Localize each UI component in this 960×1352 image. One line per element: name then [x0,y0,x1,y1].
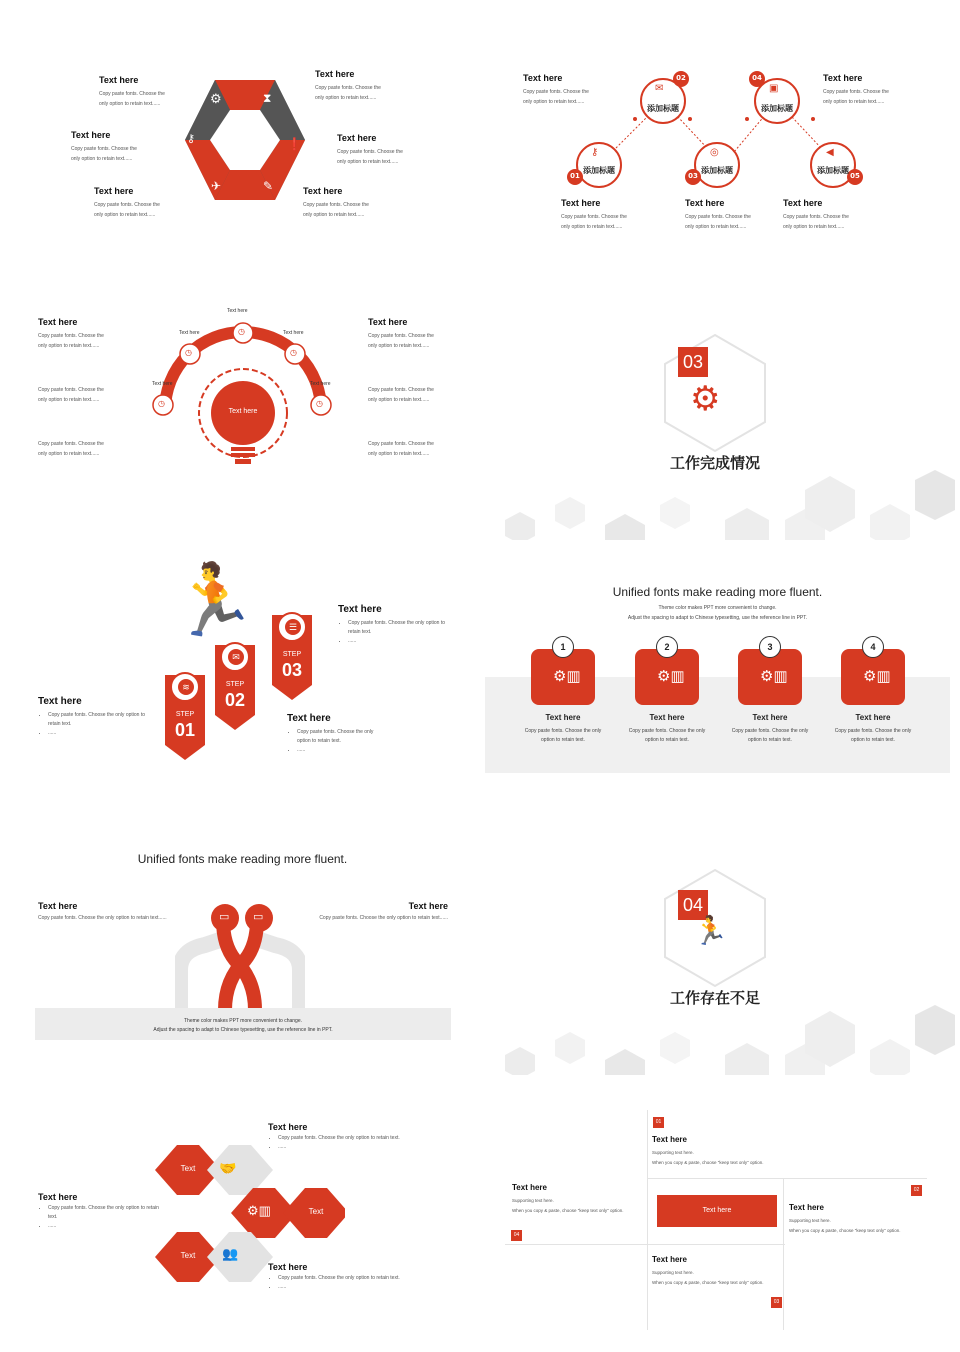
section-title: 工作存在不足 [669,989,760,1007]
text-block [783,198,873,232]
bullet-item: • Copy paste fonts. Choose the only option to retain text. [48,1204,160,1222]
key-icon: ⚷ [187,133,196,145]
text-block [368,385,468,405]
megaphone-icon: ◀ [826,147,834,158]
block-title: Text here [94,186,134,196]
chart-gear-icon: ⚙▥ [657,668,685,685]
block-desc: Copy paste fonts. Choose the [783,214,849,220]
block-desc: only option to retain text...... [783,224,845,230]
text-block [652,1255,782,1288]
block-desc: When you copy & paste, choose "keep text only" option. [652,1280,764,1285]
number-circle: 1 [552,636,574,658]
block-desc: only option to retain text...... [38,343,100,349]
card-title: Text here [545,713,581,722]
card-title: Text here [752,713,788,722]
hex-label: Text [180,1251,196,1260]
text-block [338,604,458,646]
text-block [315,69,405,103]
slide-10-cross-layout[interactable] [485,1080,955,1345]
block-title: Text here [408,901,448,911]
block-title: Text here [652,1135,687,1144]
bullet-item: • Copy paste fonts. Choose the only option to retain text. [278,1134,418,1143]
block-title: Text here [38,901,78,911]
card-desc-line: option to retain text. [748,737,792,743]
band-text: Theme color makes PPT more convenient to change. [183,1018,303,1024]
text-block [38,696,158,738]
slide-7-merge[interactable] [5,810,475,1075]
block-title: Text here [268,1122,308,1132]
text-block [71,130,161,164]
block-title: Text here [338,604,382,615]
warning-icon: ❗ [287,137,302,151]
hex-label: Text [180,1164,196,1173]
slide-heading: Unified fonts make reading more fluent. [137,852,348,866]
slide-6-four-cards[interactable] [485,545,955,810]
block-desc: only option to retain text...... [368,451,430,457]
divider [647,1178,927,1179]
number-tag: 04 [511,1230,522,1241]
block-desc: Copy paste fonts. Choose the [38,333,104,339]
card-desc-line: option to retain text. [851,737,895,743]
section-number-tag: 04 [678,890,708,920]
block-title: Text here [71,130,111,140]
text-block [685,198,775,232]
node-label: 添加标题 [583,166,615,175]
step-word: STEP [225,681,245,688]
block-desc: Copy paste fonts. Choose the [99,91,165,97]
divider [647,1110,648,1330]
bullet-item: • ...... [48,729,158,738]
block-title: Text here [512,1183,547,1192]
block-desc: Copy paste fonts. Choose the [368,387,434,393]
block-desc: Copy paste fonts. Choose the [38,441,104,447]
block-title: Text here [337,133,377,143]
card-desc [823,727,923,745]
handshake-icon: 🤝 [219,1160,237,1176]
text-block [303,186,393,220]
block-title: Text here [303,186,343,196]
card-title: Text here [855,713,891,722]
block-title: Text here [789,1203,824,1212]
runner-icon: 🏃 [170,561,258,639]
divider [783,1178,784,1330]
hourglass-icon: ⧗ [263,91,272,105]
clock-icon: ◷ [158,399,165,408]
divider [505,1244,785,1245]
block-title: Text here [38,696,82,707]
block-desc: Supporting text here. [652,1270,694,1275]
slide-subheading: Theme color makes PPT more convenient to change. [658,605,777,611]
node-label: 添加标题 [647,104,679,113]
block-desc: only option to retain text...... [303,212,365,218]
block-desc: Supporting text here. [789,1218,831,1223]
text-block [268,1122,418,1152]
block-desc: Copy paste fonts. Choose the [368,441,434,447]
block-desc: only option to retain text...... [94,212,156,218]
block-desc: only option to retain text...... [337,159,399,165]
slide-4-section-03[interactable] [485,275,955,540]
block-title: Text here [368,317,408,327]
bullet-list [287,728,387,755]
block-title: Text here [685,198,725,208]
block-title: Text here [99,75,139,85]
node-label: 添加标题 [817,166,849,175]
node-number: 01 [570,172,580,180]
block-desc: Copy paste fonts. Choose the [823,89,889,95]
arc-label: Text here [227,308,248,314]
text-block [38,439,138,459]
gears-icon: ⚙ [210,91,222,106]
text-block [523,73,613,107]
step-word: STEP [282,651,302,658]
bullet-list [38,1204,160,1231]
bullet-list [38,711,158,738]
text-block [288,901,448,923]
devices-icon: ▭ [219,911,230,923]
block-title: Text here [38,1192,78,1202]
bullet-item: • Copy paste fonts. Choose the only option to retain text. [278,1274,418,1283]
node-label: 添加标题 [761,104,793,113]
block-desc: When you copy & paste, choose "keep text only" option. [512,1208,624,1213]
node-number: 04 [752,74,762,82]
block-desc: Copy paste fonts. Choose the [315,85,381,91]
node-label: 添加标题 [701,166,733,175]
runner-arrow-icon: 🏃 [693,915,728,946]
block-desc: Copy paste fonts. Choose the [38,387,104,393]
block-title: Text here [268,1262,308,1272]
clock-icon: ◷ [316,399,323,408]
slide-9-hex-grid[interactable] [5,1080,475,1345]
block-desc: When you copy & paste, choose "keep text only" option. [652,1160,764,1165]
bullet-item: • ...... [297,746,387,755]
block-desc: Copy paste fonts. Choose the only option to retain text...... [38,915,167,921]
block-desc: Copy paste fonts. Choose the [685,214,751,220]
slide-heading: Unified fonts make reading more fluent. [612,585,823,599]
team-icon: 👥 [222,1246,239,1261]
slide-2-zigzag-process[interactable] [485,5,955,270]
bullet-item: • ...... [48,1222,160,1231]
arc-label: Text here [310,381,331,387]
gears-icon: ⚙ [690,380,721,418]
number-tag: 02 [911,1185,922,1196]
block-desc: only option to retain text...... [368,397,430,403]
block-desc: only option to retain text...... [38,397,100,403]
center-red-box: Text here [657,1195,777,1227]
node-number: 02 [676,74,686,82]
block-title: Text here [823,73,863,83]
text-block [38,901,198,923]
step-word: STEP [175,711,195,718]
block-desc: only option to retain text...... [71,156,133,162]
clock-icon: ◷ [185,348,192,357]
arc-label: Text here [152,381,173,387]
step-number: 01 [174,720,196,740]
merging-paths-graphic [175,900,305,1010]
chart-gear-icon: ⚙▥ [553,668,581,685]
step-number: 02 [224,690,246,710]
slide-8-section-04[interactable] [485,810,955,1075]
section-number-tag: 03 [678,347,708,377]
text-block [99,75,189,109]
card-desc [513,727,613,745]
block-desc: Copy paste fonts. Choose the [523,89,589,95]
chart-gear-icon: ⚙▥ [863,668,891,685]
card-desc-line: Copy paste fonts. Choose the only [628,728,706,734]
card-title: Text here [649,713,685,722]
bullet-item: • Copy paste fonts. Choose the only option to retain text. [348,619,458,637]
text-block [337,133,427,167]
card-desc [720,727,820,745]
block-desc: only option to retain text...... [523,99,585,105]
devices-icon: ▭ [253,911,264,923]
node-number: 05 [850,172,860,180]
number-circle: 4 [862,636,884,658]
card-desc-line: option to retain text. [541,737,585,743]
block-title: Text here [783,198,823,208]
text-block [652,1135,782,1168]
text-block [268,1262,418,1292]
block-desc: When you copy & paste, choose "keep text only" option. [789,1228,901,1233]
card-desc [617,727,717,745]
section-title: 工作完成情况 [669,454,760,472]
bulb-label: Text here [228,408,258,415]
hexagon-pattern-decoration [485,1005,955,1075]
number-tag: 03 [771,1297,782,1308]
block-desc: only option to retain text...... [685,224,747,230]
node-number: 03 [688,172,698,180]
block-desc: Copy paste fonts. Choose the [337,149,403,155]
block-desc: Copy paste fonts. Choose the [94,202,160,208]
block-desc: only option to retain text...... [315,95,377,101]
block-desc: only option to retain text...... [38,451,100,457]
chat-icon: ✉ [228,649,244,665]
clock-icon: ◷ [238,327,245,336]
clock-icon: ◷ [290,348,297,357]
text-block [789,1203,939,1236]
block-desc: only option to retain text...... [99,101,161,107]
chat-icon: ✉ [655,83,664,94]
slide-5-steps[interactable] [5,545,475,810]
text-block [368,317,468,351]
hex-label: Text [308,1207,324,1216]
bullet-list [338,619,458,646]
text-block [94,186,184,220]
block-desc: Copy paste fonts. Choose the [561,214,627,220]
grey-band [35,1008,451,1040]
bullet-item: • Copy paste fonts. Choose the only option to retain text. [48,711,158,729]
block-desc: Supporting text here. [652,1150,694,1155]
plane-icon: ✈ [211,179,222,193]
bullet-item: • ...... [278,1143,418,1152]
block-title: Text here [287,713,331,724]
block-desc: Copy paste fonts. Choose the [303,202,369,208]
slide-1-hexagon-cycle[interactable] [5,5,475,270]
arc-graphic [145,315,345,475]
slide-subheading: Adjust the spacing to adapt to Chinese typesetting, use the reference line in PPT. [627,615,808,621]
step-number: 03 [281,660,303,680]
arc-label: Text here [179,330,200,336]
bullet-item: • ...... [348,637,458,646]
block-desc: only option to retain text...... [368,343,430,349]
arc-label: Text here [283,330,304,336]
text-block [287,713,387,755]
block-desc: Copy paste fonts. Choose the [368,333,434,339]
band-text: Adjust the spacing to adapt to Chinese typesetting, use the reference line in PPT. [153,1027,333,1033]
block-title: Text here [652,1255,687,1264]
card-desc-line: option to retain text. [645,737,689,743]
wifi-icon: ≋ [178,679,194,695]
block-title: Text here [315,69,355,79]
card-desc-line: Copy paste fonts. Choose the only [524,728,602,734]
bullet-item: • Copy paste fonts. Choose the only option to retain text. [297,728,387,746]
text-block [561,198,651,232]
chart-gear-icon: ⚙▥ [247,1203,271,1218]
block-title: Text here [561,198,601,208]
briefcase-icon: ▣ [769,83,779,94]
block-desc: only option to retain text...... [561,224,623,230]
text-block [512,1183,642,1216]
bullet-list [268,1134,418,1152]
block-title: Text here [38,317,78,327]
chart-gear-icon: ⚙▥ [760,668,788,685]
block-desc: only option to retain text...... [823,99,885,105]
text-block [38,385,138,405]
number-circle: 3 [759,636,781,658]
bullet-list [268,1274,418,1292]
text-block [368,439,468,459]
hexagon-pattern-decoration [485,470,955,540]
card-desc-line: Copy paste fonts. Choose the only [834,728,912,734]
block-title: Text here [523,73,563,83]
pin-icon: ✎ [263,179,274,193]
block-desc: Supporting text here. [512,1198,554,1203]
key-icon: ⚷ [591,147,599,158]
block-desc: Copy paste fonts. Choose the only option to retain text...... [319,915,448,921]
target-icon: ◎ [710,147,719,158]
bullet-item: • ...... [278,1283,418,1292]
number-tag: 01 [653,1117,664,1128]
rss-icon: ☰ [285,619,301,635]
text-block [823,73,913,107]
text-block [38,1192,160,1231]
text-block [38,317,138,351]
number-circle: 2 [656,636,678,658]
block-desc: Copy paste fonts. Choose the [71,146,137,152]
card-desc-line: Copy paste fonts. Choose the only [731,728,809,734]
slide-3-bulb-arc[interactable] [5,275,475,540]
